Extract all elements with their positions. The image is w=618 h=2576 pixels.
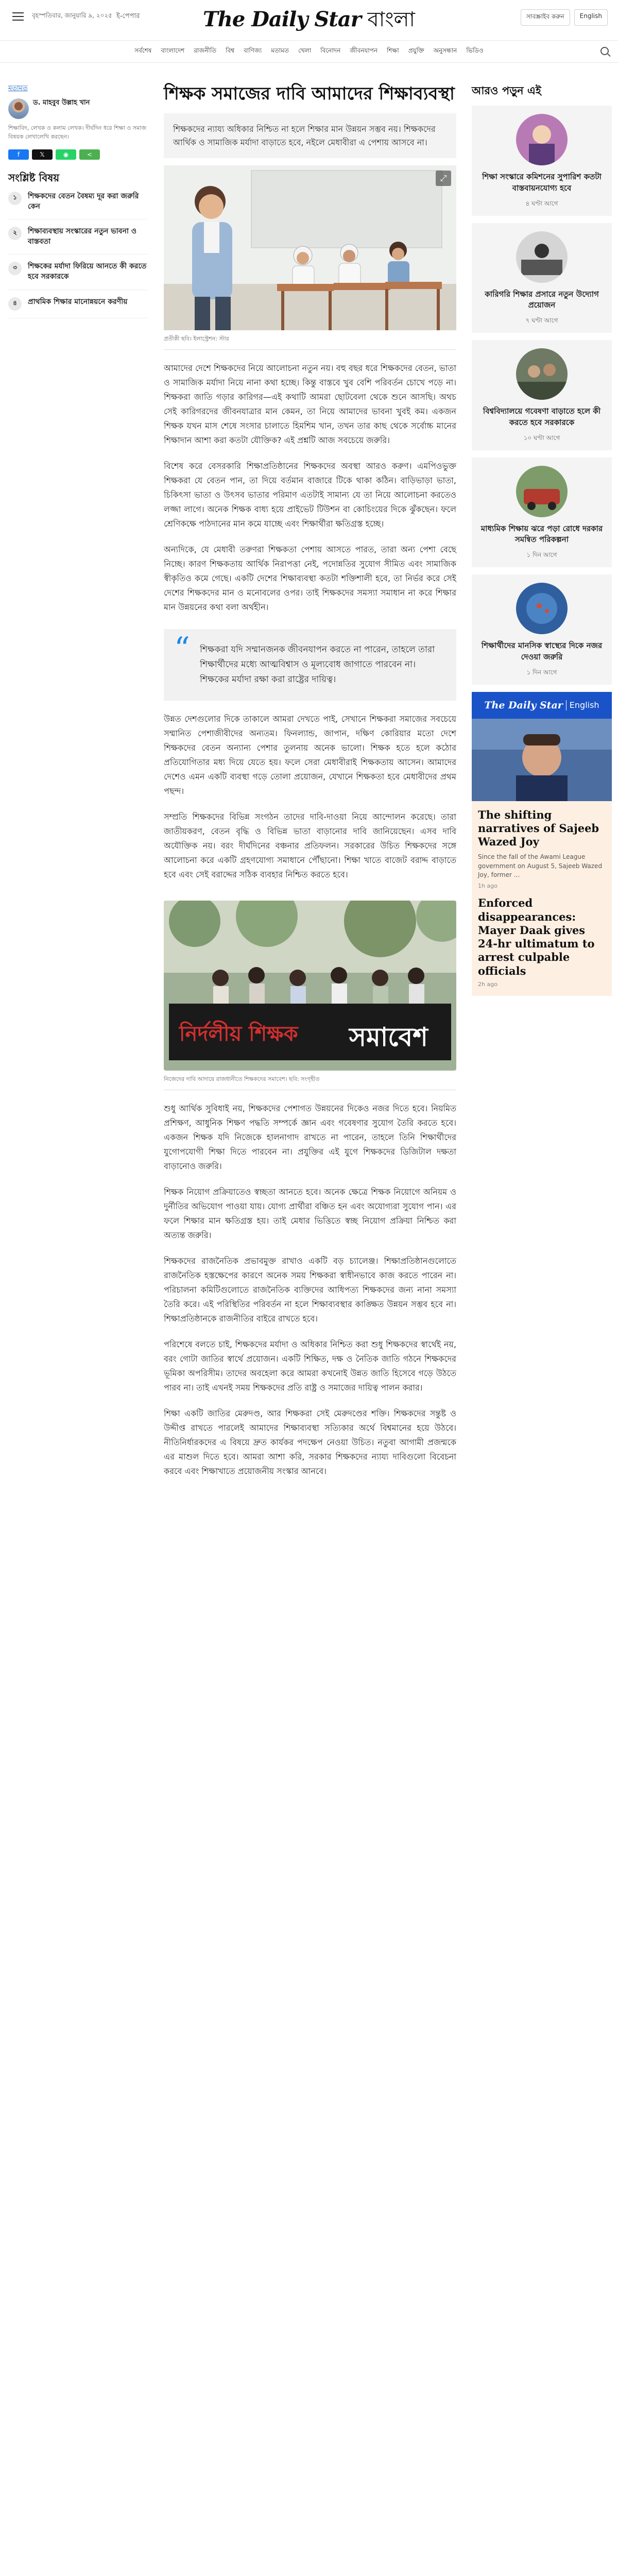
left-sidebar [8,82,147,318]
quote-icon: “ [174,631,190,667]
nav-item-bangladesh[interactable]: বাংলাদেশ [161,47,185,54]
related-heading: সংশ্লিষ্ট বিষয় [8,172,60,184]
top-bar [0,0,618,33]
related-link[interactable]: শিক্ষাব্যবস্থায় সংস্কারের নতুন ভাবনা ও বাস্তবতা [28,227,137,246]
author-block [8,98,147,119]
english-story-time: 1h ago [478,883,497,890]
more-heading: আরও পড়ুন এই [472,84,541,97]
article-paragraph: অন্যদিকে, যে মেধাবী তরুণরা শিক্ষকতা পেশায় আসতে পারত, তারা অন্য পেশা বেছে নিচ্ছে। কারণ শিক্ষকতায় আর্থিক নিরাপত্তা নেই, পদোন্নতির সুযোগ সীমিত এবং সামাজিক স্বীকৃতিও কমে গেছে। একটি দেশের শিক্ষাব্যবস্থা কতটা শক্তিশালী হবে, তা নির্ভর করে সেই দেশের শিক্ষকদের মান ও মনোবলের ওপর। তাই শিক্ষকদের সমস্যা সমাধান না করে শিক্ষার মান উন্নয়নের কথা বলা অর্থহীন। [164,545,456,613]
author-bio: শিক্ষাবিদ, লেখক ও কলাম লেখক। দীর্ঘদিন ধরে শিক্ষা ও সমাজ বিষয়ক লেখালেখি করছেন। [8,125,147,140]
english-label: English [569,700,599,710]
english-story-time: 2h ago [478,980,497,988]
article-paragraph: সম্প্রতি শিক্ষকদের বিভিন্ন সংগঠন তাদের দাবি-দাওয়া নিয়ে আন্দোলন করেছে। তারা জাতীয়করণ, বেতন বৃদ্ধি ও বিভিন্ন ভাতা বাড়ানোর দাবি জানিয়েছেন। এসব দাবি অযৌক্তিক নয়। বরং দীর্ঘদিনের বঞ্চনার প্রতিফলন। সরকারের উচিত শিক্ষকদের সঙ্গে আলোচনা করে একটি গ্রহণযোগ্য সমাধানে পৌঁছানো। শিক্ষা খাতে বাজেট বরাদ্দ বাড়াতে হবে এবং সেই বরাদ্দের সঠিক ব্যবহার নিশ্চিত করতে হবে। [164,812,456,880]
nav-item-business[interactable]: বাণিজ্য [244,47,262,54]
rally-caption: নিজেদের দাবি আদায়ে রাজধানীতে শিক্ষকদের সমাবেশ। ছবি: সংগৃহীত [164,1075,456,1090]
article-paragraph: শিক্ষা একটি জাতির মেরুদণ্ড, আর শিক্ষকরা সেই মেরুদণ্ডের শক্তি। শিক্ষকদের সন্তুষ্ট ও উদ্দীপ্ত রাখতে পারলেই আমাদের শিক্ষাব্যবস্থা সত্যিকার অর্থে বিশ্বমানের হয়ে উঠবে। নীতিনির্ধারকদের এ বিষয়ে দ্রুত কার্যকর পদক্ষেপ নেওয়া উচিত। নতুবা আগামী প্রজন্মকে এর মাশুল দিতে হবে। আমরা আশা করি, সরকার শিক্ষকদের ন্যায্য দাবিগুলো বিবেচনা করবে এবং শিক্ষাখাতে প্রয়োজনীয় সংস্কার আনবে। [164,1409,456,1477]
english-story-title[interactable]: Enforced disappearances: Mayer Daak gives 24-hr ultimatum to arrest culpable officials [478,896,595,977]
story-card[interactable] [472,223,612,333]
x-share-icon[interactable]: 𝕏 [32,149,53,160]
related-item[interactable] [8,184,147,219]
nav-item-sports[interactable]: খেলা [298,47,312,54]
english-brand: The Daily Star [484,699,563,711]
related-number: ৩ [8,262,22,275]
quote-text: শিক্ষকরা যদি সম্মানজনক জীবনযাপন করতে না পারেন, তাহলে তারা শিক্ষার্থীদের মধ্যে আত্মবিশ্বাস ও মূল্যবোধ জাগাতে পারবেন না। শিক্ষকের মর্যাদা রক্ষা করা রাষ্ট্রের দায়িত্ব। [200,645,435,685]
right-sidebar [472,82,612,996]
story-thumbnail [516,231,568,283]
search-icon[interactable] [600,47,609,55]
related-link[interactable]: প্রাথমিক শিক্ষার মানোন্নয়নে করণীয় [28,297,128,306]
story-time: ১ দিন আগে [526,551,557,558]
story-time: ১০ ঘণ্টা আগে [523,434,560,442]
article-paragraph: পরিশেষে বলতে চাই, শিক্ষকদের মর্যাদা ও অধিকার নিশ্চিত করা শুধু শিক্ষকদের স্বার্থেই নয়, বরং গোটা জাতির স্বার্থে প্রয়োজন। একটি শিক্ষিত, দক্ষ ও নৈতিক জাতি গঠনে শিক্ষকদের ভূমিকা অপরিসীম। তাদের অবহেলা করে আমরা কখনোই উন্নত জাতি হিসেবে গড়ে উঠতে পারব না। তাই এখনই সময় শিক্ষকদের প্রতি রাষ্ট্র ও সমাজের দায়িত্ব পালন করার। [164,1340,456,1393]
nav-item-tech[interactable]: প্রযুক্তি [408,47,424,54]
section-tag[interactable]: মতামত [8,84,28,92]
nav-item-politics[interactable]: রাজনীতি [194,47,217,54]
expand-icon[interactable]: ⤢ [436,171,451,186]
nav-item-education[interactable]: শিক্ষা [386,47,399,54]
story-thumbnail [516,583,568,634]
story-title[interactable]: বিশ্ববিদ্যালয়ে গবেষণা বাড়াতে হলে কী করতে হবে সরকারকে [483,406,601,427]
pull-quote [164,629,456,701]
author-avatar [8,98,29,119]
english-story-photo[interactable] [472,719,612,801]
nav-item-world[interactable]: বিশ্ব [226,47,235,54]
related-link[interactable]: শিক্ষকদের বেতন বৈষম্য দূর করা জরুরি কেন [28,192,139,211]
story-title[interactable]: মাধ্যমিক শিক্ষায় ঝরে পড়া রোধে দরকার সমন্বিত পরিকল্পনা [480,523,603,545]
story-card[interactable] [472,106,612,216]
related-item[interactable] [8,219,147,255]
logo-bangla: বাংলা [367,8,415,31]
main-nav [0,40,618,63]
related-number: ১ [8,192,22,205]
story-card[interactable] [472,574,612,685]
rally-image [164,901,456,1071]
story-thumbnail [516,348,568,400]
article-summary: শিক্ষকদের ন্যায্য অধিকার নিশ্চিত না হলে শিক্ষার মান উন্নয়ন সম্ভব নয়। শিক্ষকদের আর্থিক ও সামাজিক মর্যাদা বাড়াতে হবে, নইলে মেধাবীরা এ পেশায় আসবে না। [164,113,456,158]
english-edition-bar[interactable] [472,692,612,719]
story-time: ৭ ঘণ্টা আগে [525,317,558,324]
logo-english: The Daily Star [203,7,361,31]
article-paragraph: শুধু আর্থিক সুবিধাই নয়, শিক্ষকদের পেশাগত উন্নয়নের দিকেও নজর দিতে হবে। নিয়মিত প্রশিক্ষণ, আধুনিক শিক্ষণ পদ্ধতি সম্পর্কে জ্ঞান এবং গবেষণার সুযোগ তৈরি করতে হবে। একজন শিক্ষক যদি নিজেকে হালনাগাদ রাখতে না পারেন, তাহলে তিনি শিক্ষার্থীদের যুগোপযোগী শিক্ষা দিতে পারবেন না। প্রযুক্তির এই যুগে শিক্ষকদের ডিজিটাল দক্ষতা বাড়ানোও জরুরি। [164,1104,456,1172]
article [164,82,456,1479]
nav-item-investigation[interactable]: অনুসন্ধান [433,47,457,54]
share-buttons [8,149,147,160]
nav-item-video[interactable]: ভিডিও [466,47,484,54]
story-card[interactable] [472,340,612,450]
english-button[interactable]: English [574,9,608,26]
site-logo[interactable] [203,3,415,38]
hero-illustration[interactable] [164,165,456,330]
nav-item-entertainment[interactable]: বিনোদন [320,47,341,54]
article-paragraph: উন্নত দেশগুলোর দিকে তাকালে আমরা দেখতে পাই, সেখানে শিক্ষকরা সমাজের সবচেয়ে সম্মানিত পেশাজীবীদের অন্যতম। ফিনল্যান্ড, জাপান, দক্ষিণ কোরিয়ার মতো দেশে শিক্ষকদের বেতন অন্যান্য পেশার তুলনায় অনেক ভালো। শিক্ষক হতে হলে কঠোর প্রতিযোগিতার মধ্য দিয়ে যেতে হয়। ফলে সেরা মেধাবীরাই শিক্ষকতায় আসেন। আমাদের দেশেও এমন একটি ব্যবস্থা গড়ে তোলা প্রয়োজন, যেখানে শিক্ষকতা হবে মেধাবীদের প্রথম পছন্দ। [164,714,456,796]
related-item[interactable] [8,290,147,318]
classroom-illustration [164,165,456,330]
article-paragraph: বিশেষ করে বেসরকারি শিক্ষাপ্রতিষ্ঠানের শিক্ষকদের অবস্থা আরও করুণ। এমপিওভুক্ত শিক্ষকরা যে বেতন পান, তা দিয়ে বর্তমান বাজারে টিকে থাকা কঠিন। বাড়িভাড়া ভাতা, চিকিৎসা ভাতা ও উৎসব ভাতার পরিমাণ এতটাই সামান্য যে তা নিয়ে আলোচনা করতেও লজ্জা লাগে। অনেক শিক্ষক বাধ্য হয়ে প্রাইভেট টিউশন বা কোচিংয়ের দিকে ঝুঁকছেন। ফলে শ্রেণিকক্ষে পাঠদানের মান কমে যাচ্ছে এবং শিক্ষার্থীরা ক্ষতিগ্রস্ত হচ্ছে। [164,461,456,529]
nav-item-latest[interactable]: সর্বশেষ [134,47,152,54]
facebook-share-icon[interactable]: f [8,149,29,160]
rally-photo[interactable] [164,901,456,1071]
related-number: ৪ [8,297,22,311]
whatsapp-share-icon[interactable]: ◉ [56,149,76,160]
nav-item-opinion[interactable]: মতামত [271,47,289,54]
hero-caption: প্রতীকী ছবি। ইলাস্ট্রেশন: স্টার [164,334,456,350]
english-story-title[interactable]: The shifting narratives of Sajeeb Wazed Joy [478,808,599,848]
header-date: বৃহস্পতিবার, জানুয়ারি ৯, ২০২৫ [32,12,112,19]
banner-text-white: সমাবেশ [349,1022,428,1053]
header-actions [521,9,608,26]
related-item[interactable] [8,255,147,290]
story-thumbnail [516,466,568,517]
share-icon[interactable]: < [79,149,100,160]
menu-icon[interactable] [12,12,24,21]
story-thumbnail [516,114,568,165]
related-link[interactable]: শিক্ষকের মর্যাদা ফিরিয়ে আনতে কী করতে হবে সরকারকে [28,262,147,281]
banner-text-red: নির্দলীয় শিক্ষক [179,1022,298,1046]
article-title: শিক্ষক সমাজের দাবি আমাদের শিক্ষাব্যবস্থা [164,83,455,104]
english-story[interactable] [472,889,612,988]
article-paragraph: শিক্ষক নিয়োগ প্রক্রিয়াতেও স্বচ্ছতা আনতে হবে। অনেক ক্ষেত্রে শিক্ষক নিয়োগে অনিয়ম ও দুর্নীতির অভিযোগ পাওয়া যায়। যোগ্য প্রার্থীরা বঞ্চিত হন এবং অযোগ্যরা সুযোগ পান। এর ফলে শিক্ষার মান ক্ষতিগ্রস্ত হয়। তাই মেধার ভিত্তিতে স্বচ্ছ নিয়োগ প্রক্রিয়া নিশ্চিত করা অত্যন্ত জরুরি। [164,1187,456,1241]
author-name[interactable]: ড. মাহবুব উল্লাহ খান [33,99,90,107]
article-paragraph: আমাদের দেশে শিক্ষকদের নিয়ে আলোচনা নতুন নয়। বহু বছর ধরে শিক্ষকদের বেতন, ভাতা ও সামাজিক মর্যাদা নিয়ে নানা কথা হচ্ছে। কিন্তু বাস্তবে খুব বেশি পরিবর্তন চোখে পড়ে না। শিক্ষকরা জাতি গড়ার কারিগর—এই কথাটি আমরা ছোটবেলা থেকে শুনে আসছি। অথচ সেই কারিগরদের জীবনযাত্রার মান কেমন, তা নিয়ে আমাদের ভাবনা খুবই কম। একজন শিক্ষক যখন মাস শেষে সংসার চালাতে হিমশিম খান, তখন তার কাছ থেকে সর্বোচ্চ মানের শিক্ষাদান আশা করা কতটা যৌক্তিক? এই প্রশ্নটি আজ সবচেয়ে জরুরি। [164,363,456,446]
story-time: ১ দিন আগে [526,668,557,676]
epaper-link[interactable]: ই-পেপার [116,12,140,20]
nav-item-lifestyle[interactable]: জীবনযাপন [350,47,377,54]
subscribe-button[interactable]: সাবস্ক্রাইব করুন [521,9,570,26]
english-edition-box [472,692,612,996]
article-paragraph: শিক্ষকদের রাজনৈতিক প্রভাবমুক্ত রাখাও একটি বড় চ্যালেঞ্জ। শিক্ষাপ্রতিষ্ঠানগুলোতে রাজনৈতিক হস্তক্ষেপের কারণে অনেক সময় শিক্ষকরা স্বাধীনভাবে কাজ করতে পারেন না। পরিচালনা কমিটিগুলোতে রাজনৈতিক ব্যক্তিদের আধিপত্য শিক্ষকদের জন্য নানা সমস্যা তৈরি করে। এই পরিস্থিতির পরিবর্তন না হলে শিক্ষাব্যবস্থার কাঙ্ক্ষিত উন্নয়ন সম্ভব হবে না। শিক্ষাপ্রতিষ্ঠানকে রাজনীতির বাইরে রাখতে হবে। [164,1256,456,1324]
story-title[interactable]: শিক্ষা সংস্কারে কমিশনের সুপারিশ কতটা বাস্তবায়নযোগ্য হবে [482,172,602,193]
story-card[interactable] [472,457,612,568]
story-title[interactable]: শিক্ষার্থীদের মানসিক স্বাস্থ্যের দিকে নজর দেওয়া জরুরি [481,641,603,662]
story-title[interactable]: কারিগরি শিক্ষার প্রসারে নতুন উদ্যোগ প্রয়োজন [485,289,599,310]
story-time: ৪ ঘণ্টা আগে [525,199,558,207]
english-story-desc: Since the fall of the Awami League government on August 5, Sajeeb Wazed Joy, former ... [478,853,603,879]
related-number: ২ [8,227,22,240]
english-story[interactable] [472,801,612,890]
